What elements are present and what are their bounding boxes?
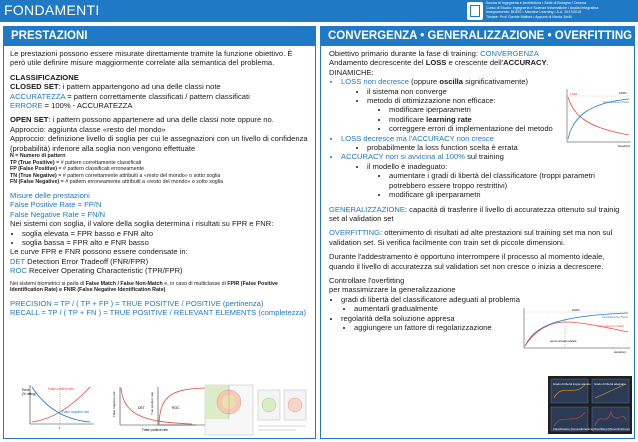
controllo-line-1: Controllare l'overfitting — [329, 275, 405, 285]
svg-text:iterazioni: iterazioni — [614, 350, 627, 354]
course-info-line: Titolare: Prof. Davide Maltoni • Appunti di Nicola Zerilli — [486, 14, 572, 19]
loss-not-decreasing: • LOSS non decresce (oppure oscilla significativamente) • il sistema non converge • metodo di ottimizzazione non efficace: • modificare iperparametri • modificare learning rate • correggere errori di implementazione del metodo — [341, 77, 628, 133]
control-bullet: • regolarità della soluzione appresa • aggiungere un fattore di regolarizzazione — [341, 314, 628, 333]
threshold-text: Nei sistemi con soglia, il valore della soglia determina i risultati su FPR e FNR: — [10, 219, 274, 229]
sub-bullet: • il sistema non converge — [367, 87, 628, 96]
closed-set-line: CLOSED SET: i pattern appartengono ad una delle classi note — [10, 82, 221, 92]
svg-text:Grado di libertà adeguato: Grado di libertà adeguato — [594, 382, 626, 386]
university-logo — [467, 2, 483, 20]
roc-curve-figure — [150, 385, 210, 433]
svg-text:False negative rate: False negative rate — [62, 410, 90, 414]
sub-sub-bullet: • modificare learning rate — [389, 115, 628, 124]
classificazione-title: CLASSIFICAZIONE — [10, 72, 79, 82]
durante-text: Durante l'addestramento è opportuno interrompere il processo al momento ideale, quando il livello di accuratezza sul validation set non cresce o inizia a decrescere. — [329, 252, 605, 271]
dinamiche-label: DINAMICHE: — [329, 67, 374, 77]
course-info — [486, 1, 636, 19]
control-sub-bullet: • aggiungere un fattore di regolarizzazione — [354, 323, 628, 332]
threshold-bullet: • soglia elevata = FPR basso e FNR alto — [22, 229, 309, 238]
loss-accuracy-figure — [563, 87, 633, 149]
svg-text:iterazioni: iterazioni — [618, 144, 631, 148]
overfitting-line: OVERFITTING: ottenimento di risultati ad alte prestazioni sul training set ma non sul validation set. Si verifica facilmente con train set di piccole dimensioni. — [329, 228, 613, 247]
sub-sub-bullet: • aumentare i gradi di libertà del classificatore (troppi parametri potrebbero essere troppo restrittivi) — [389, 171, 628, 190]
svg-text:100%: 100% — [572, 308, 580, 312]
precision-formula: PRECISION = TP / ( TP + FP ) = TRUE POSITIVE / POSITIVE (pertinenza) — [10, 298, 264, 308]
svg-text:True positive rate: True positive rate — [150, 391, 154, 415]
biometric-note: Nei sistemi biometrici si parla di False Match / False Non-Match e, in caso di multiclasse di FPIR (False Positive Identification Rate) e FNIR (False Negative Identification Rate) — [10, 280, 278, 294]
roc-line: ROC Receiver Operating Characteristic (TPR/FPR) — [10, 266, 183, 276]
loss-decreasing: • LOSS decresce ma l'ACCURACY non cresce • probabilmente la loss function scelta è errata — [341, 134, 628, 153]
svg-text:Accuratezza (Train): Accuratezza (Train) — [603, 100, 630, 104]
prestazioni-heading: PRESTAZIONI — [4, 27, 315, 46]
svg-text:t: t — [59, 426, 60, 430]
course-info-line: Insegnamento: BDEIS • Machine Learning • A.A. 2017/2018 — [486, 10, 582, 15]
svg-text:Accuratezza (Train): Accuratezza (Train) — [602, 315, 629, 319]
definition-tn: TN (True Negative) = # pattern correttamente attribuiti a «resto del mondo» o sotto soglia — [10, 172, 221, 179]
convergenza-heading: CONVERGENZA • GENERALIZZAZIONE • OVERFITTING — [321, 27, 634, 46]
page-title: FONDAMENTI — [4, 2, 100, 18]
sub-bullet: • metodo di ottimizzazione non efficace: • modificare iperparametri • modificare learning rate • correggere errori di implementazione del metodo — [367, 96, 628, 134]
precision-recall-icons — [256, 384, 308, 436]
fnr-formula: False Negative Rate = FN/N — [10, 209, 106, 219]
accuracy-not-100: • ACCURACY non si avvicina al 100% sul training • il modello è inadeguato: • aumentare i gradi di libertà del classificatore (troppi parametri potrebbero essere troppo restrittivi) • modificare gli iperparametri — [341, 152, 628, 199]
control-bullet: • gradi di libertà del classificatore adeguati al problema • aumentarli gradualmente — [341, 295, 628, 314]
sub-bullet: • il modello è inadeguato: • aumentare i gradi di libertà del classificatore (troppi parametri potrebbero essere troppo restrittivi) • modificare gli iperparametri — [367, 162, 628, 200]
sub-sub-bullet: • modificare iperparametri — [389, 105, 628, 114]
course-info-line: Corso di Studio: Ingegneria e Scienze Informatiche / Analisi integrativa — [486, 5, 599, 10]
top-bar — [0, 0, 638, 22]
definition-tp: TP (True Positive) = # pattern correttamente classificati — [10, 159, 142, 166]
svg-text:DET: DET — [138, 406, 145, 410]
open-set-line: OPEN SET: i pattern possono appartenere ad una delle classi note oppure no. — [10, 115, 274, 125]
sub-sub-bullet: • modificare gli iperparametri — [389, 190, 628, 199]
definition-fp: FP (False Positive) = # pattern classificati erroneamente — [10, 166, 145, 173]
svg-text:punto arresto ideale: punto arresto ideale — [550, 339, 577, 343]
generalizzazione-line: GENERALIZZAZIONE: capacità di trasferire il livello di accuratezza ottenuto sul trainig set al validation set — [329, 204, 620, 223]
svg-text:ROC: ROC — [172, 406, 180, 410]
svg-text:False negative rate: False negative rate — [112, 391, 116, 417]
overfitting-figure — [520, 306, 632, 354]
venn-diagram-figure — [204, 384, 254, 436]
svg-text:Overfitting (Memorizzazione): Overfitting (Memorizzazione) — [594, 427, 630, 431]
course-info-line: Scuola di Ingegneria e Architettura • Sede di Bologna / Cesena — [486, 1, 586, 5]
svg-text:Loss: Loss — [570, 92, 578, 96]
andamento-line: Andamento decrescente del LOSS e crescente dell'ACCURACY. — [329, 58, 549, 68]
accuratezza-line: ACCURATEZZA = pattern correttamente classificati / pattern classificati — [10, 91, 250, 101]
errore-line: ERRORE = 100% - ACCURATEZZA — [10, 101, 133, 111]
objective-line: Obiettivo primario durante la fase di training: CONVERGENZA — [329, 49, 539, 58]
svg-text:False positive rate: False positive rate — [142, 428, 168, 432]
freedom-degrees-figure — [548, 376, 632, 434]
det-line: DET Detection Error Tradeoff (FNR/FPR) — [10, 256, 149, 266]
definition-n: N = Numero di pattern — [10, 153, 66, 160]
fpr-formula: False Positive Rate = FP/N — [10, 200, 102, 210]
definition-fn: FN (False Negative) = # pattern erroneamente attribuiti a «resto del mondo» o sotto soglia — [10, 179, 224, 186]
recall-formula: RECALL = TP / ( TP + FN ) = TRUE POSITIVE / RELEVANT ELEMENTS (completezza) — [10, 308, 307, 318]
control-sub-bullet: • aumentarli gradualmente — [354, 304, 628, 313]
curves-text: Le curve FPR e FNR possono essere condensate in: — [10, 247, 188, 257]
svg-text:100%: 100% — [619, 91, 627, 95]
approccio-2: Approccio: definizione livello di soglia per cui le assegnazioni con un livello di confidenza (probabilità) inferiore alla soglia non vengono effettuate — [10, 134, 308, 153]
svg-text:Accuratezza (Valid): Accuratezza (Valid) — [598, 324, 624, 328]
intro-text: Le prestazioni possono essere misurate direttamente tramite la funzione obiettivo. È però utile definire misure maggiormente correlate alla semantica del problema. — [10, 49, 293, 68]
controllo-line-2: per massimizzare la generalizzazione — [329, 285, 456, 295]
sub-bullet: • probabilmente la loss function scelta è errata — [367, 143, 628, 152]
svg-text:False positive rate: False positive rate — [48, 387, 74, 391]
threshold-bullet: • soglia bassa = FPR alto e FNR basso — [22, 238, 309, 247]
svg-text:Error: Error — [22, 388, 30, 392]
approccio-1: Approccio: aggiunta classe «resto del mondo» — [10, 124, 166, 134]
sub-sub-bullet: • correggere errori di implementazione del metodo — [389, 124, 628, 133]
prestazioni-panel — [3, 26, 316, 439]
fpr-fnr-error-figure — [22, 382, 96, 432]
svg-text:Classificatore (Generalizzazio: Classificatore (Generalizzazione) — [553, 427, 595, 431]
misure-title: Misure delle prestazioni — [10, 191, 90, 201]
svg-text:(% rating): (% rating) — [22, 392, 36, 396]
svg-text:Grado di libertà troppo elevat: Grado di libertà troppo elevato — [553, 382, 591, 386]
